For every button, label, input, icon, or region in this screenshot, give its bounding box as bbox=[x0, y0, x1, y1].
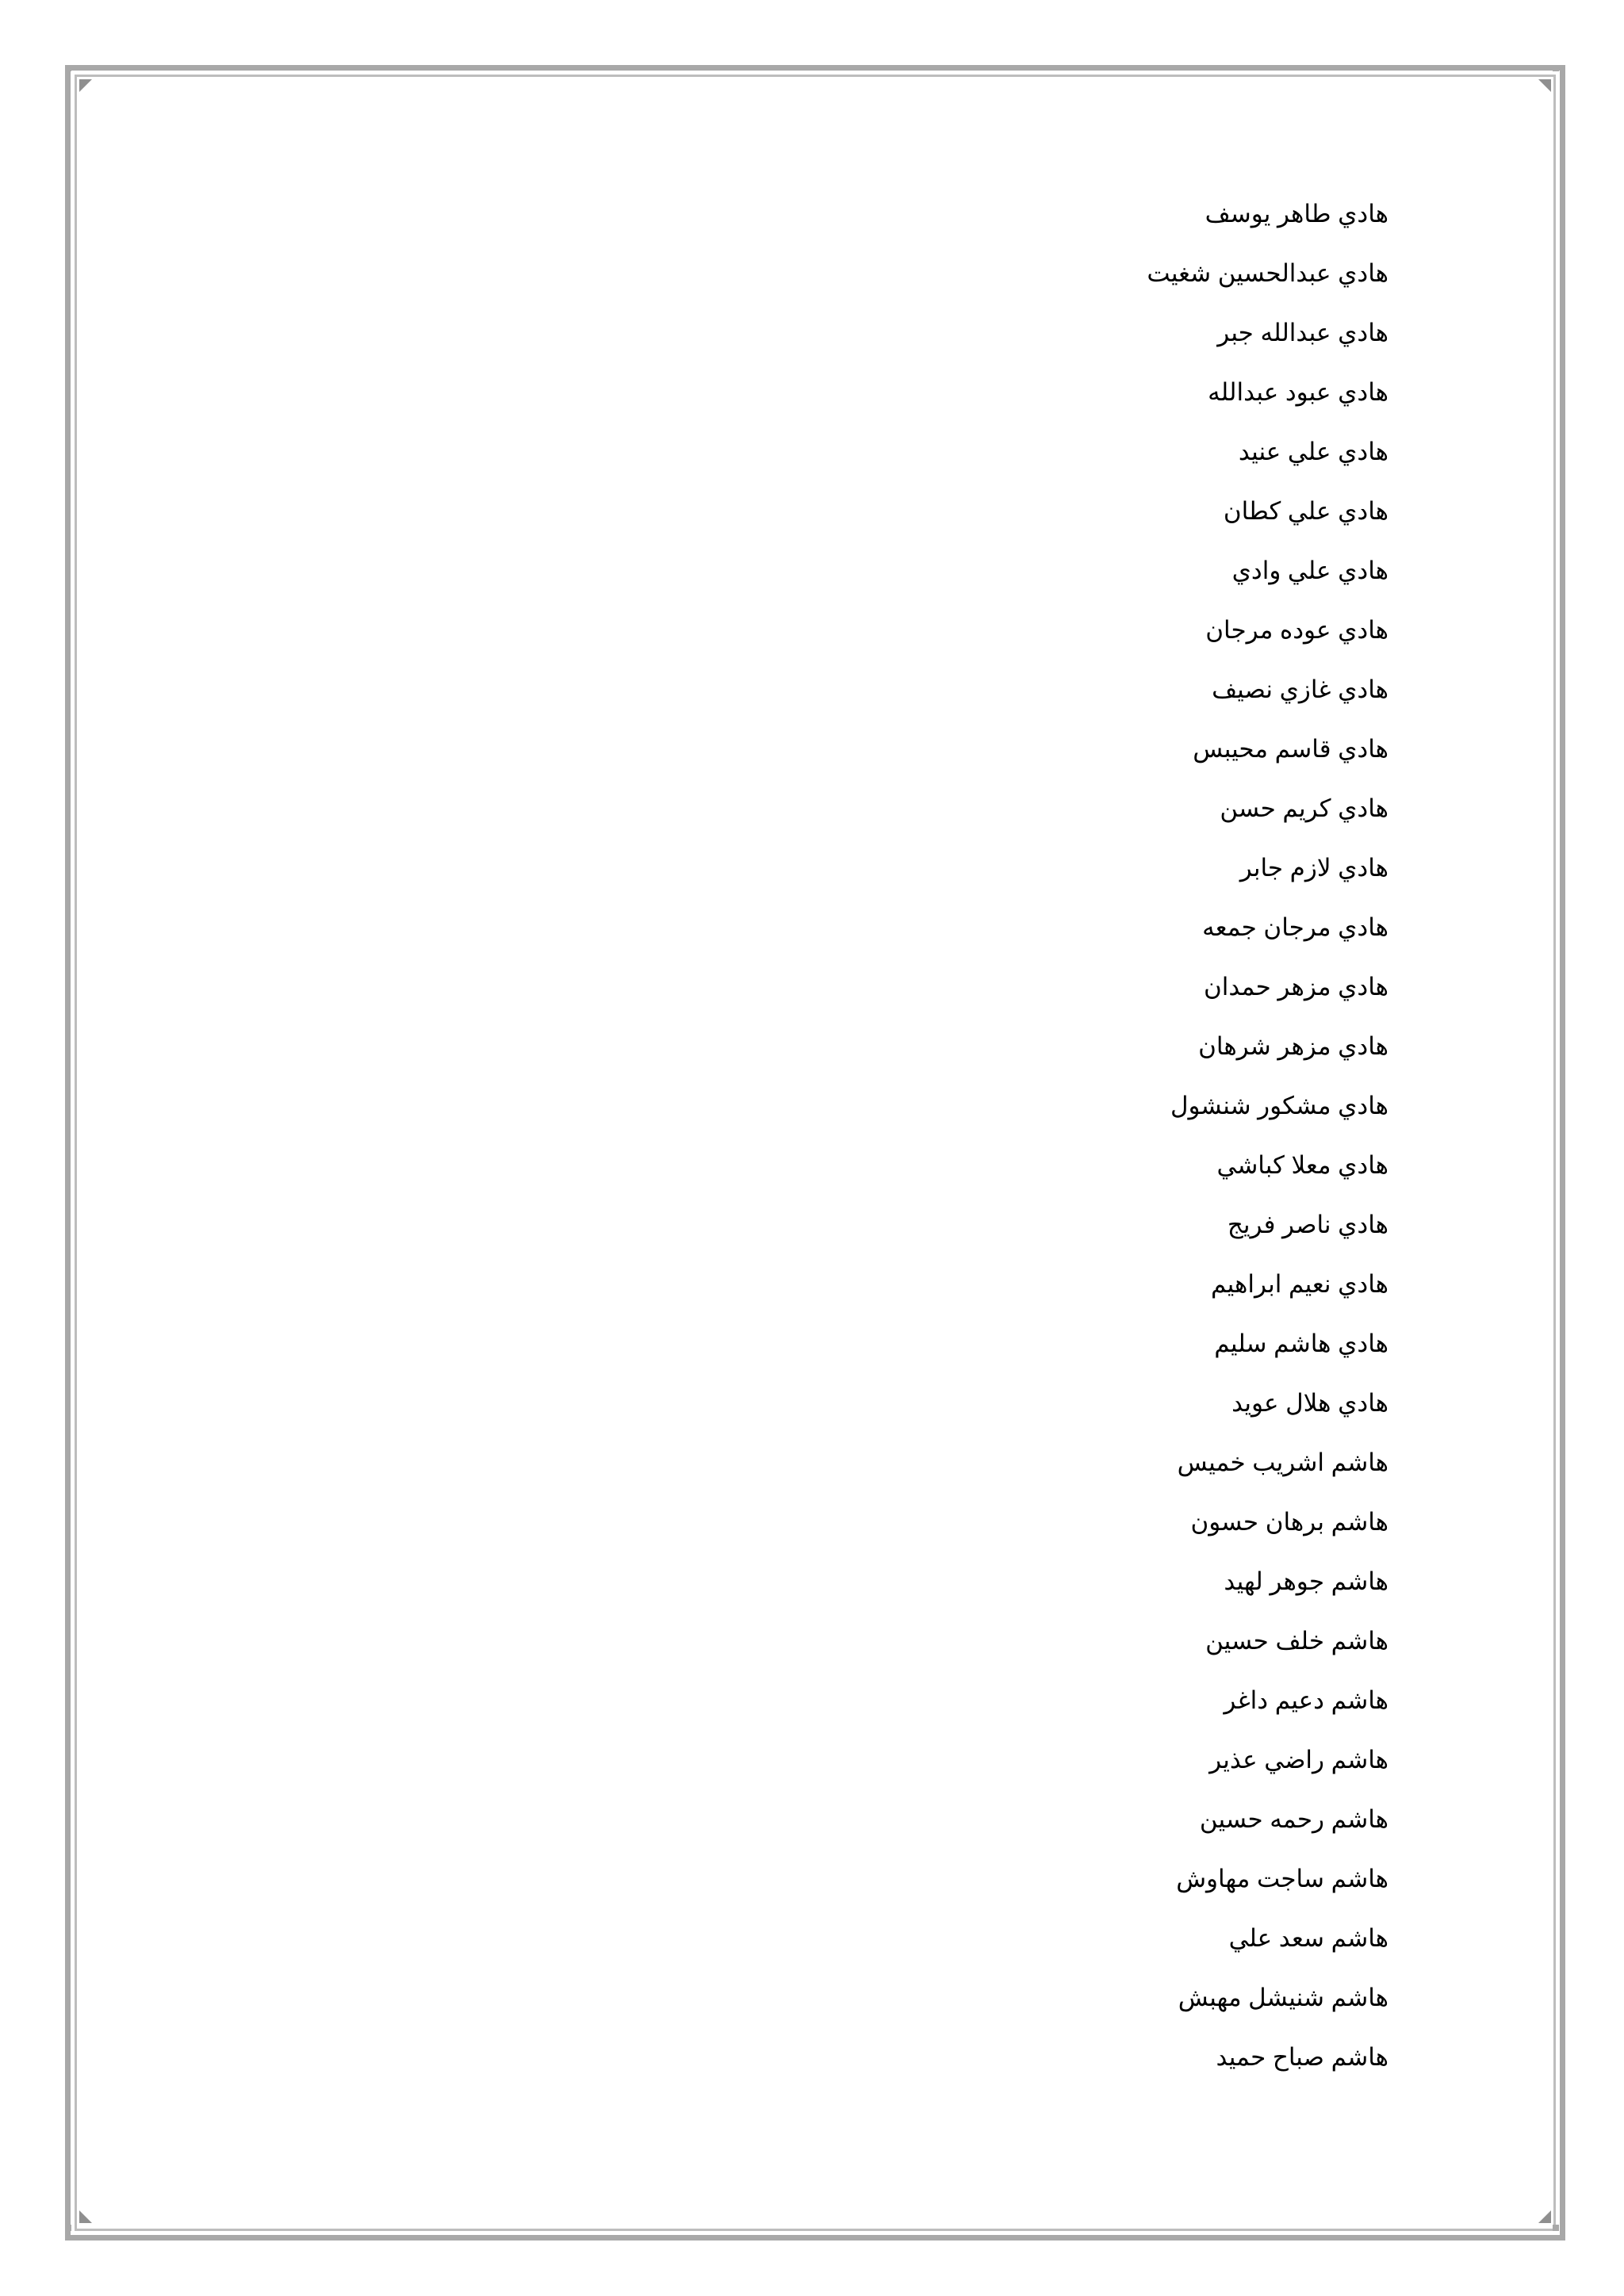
list-item: هادي عبود عبدالله bbox=[1208, 378, 1388, 406]
list-item: هادي مشكور شنشول bbox=[1170, 1092, 1388, 1119]
list-item: هاشم ساجت مهاوش bbox=[1176, 1865, 1388, 1892]
corner-triangle bbox=[79, 2210, 92, 2223]
list-item: هاشم سعد علي bbox=[1228, 1924, 1388, 1952]
corner-ornament bbox=[1553, 65, 1559, 71]
corner-ornament bbox=[65, 65, 71, 71]
list-item: هادي علي عنيد bbox=[1238, 438, 1388, 465]
list-item: هادي عبدالحسين شغيت bbox=[1147, 259, 1388, 287]
list-item: هادي غازي نصيف bbox=[1212, 675, 1388, 703]
list-item: هاشم دعيم داغر bbox=[1224, 1686, 1388, 1714]
corner-triangle bbox=[1538, 79, 1551, 92]
list-item: هاشم رحمه حسين bbox=[1199, 1805, 1388, 1833]
list-item: هادي مزهر حمدان bbox=[1204, 973, 1388, 1001]
list-item: هادي علي وادي bbox=[1231, 557, 1388, 584]
list-item: هادي عوده مرجان bbox=[1205, 616, 1388, 644]
list-item: هادي مزهر شرهان bbox=[1198, 1032, 1388, 1060]
list-item: هادي هلال عويد bbox=[1231, 1389, 1388, 1417]
list-item: هاشم راضي عذير bbox=[1209, 1746, 1388, 1774]
list-item: هادي عبدالله جبر bbox=[1217, 319, 1388, 346]
list-item: هادي ناصر فريج bbox=[1227, 1211, 1388, 1238]
corner-triangle bbox=[79, 79, 92, 92]
name-list bbox=[1147, 194, 1388, 2097]
list-item: هاشم اشريب خميس bbox=[1177, 1448, 1388, 1476]
list-item: هاشم صباح حميد bbox=[1216, 2043, 1388, 2071]
list-item: هادي علي كطان bbox=[1223, 497, 1388, 525]
list-item: هاشم برهان حسون bbox=[1190, 1508, 1388, 1536]
list-item: هادي معلا كباشي bbox=[1216, 1151, 1388, 1179]
list-item: هاشم شنيشل مهبش bbox=[1178, 1984, 1388, 2011]
list-item: هادي قاسم محيبس bbox=[1193, 735, 1388, 763]
list-item: هادي نعيم ابراهيم bbox=[1211, 1270, 1388, 1298]
list-item: هادي هاشم سليم bbox=[1214, 1330, 1388, 1357]
list-item: هاشم جوهر لهيد bbox=[1224, 1567, 1388, 1595]
corner-ornament bbox=[1553, 2225, 1559, 2231]
list-item: هاشم خلف حسين bbox=[1205, 1627, 1388, 1655]
corner-triangle bbox=[1538, 2210, 1551, 2223]
corner-ornament bbox=[65, 2225, 71, 2231]
list-item: هادي طاهر يوسف bbox=[1205, 200, 1388, 228]
list-item: هادي كريم حسن bbox=[1220, 794, 1388, 822]
list-item: هادي لازم جابر bbox=[1239, 854, 1388, 882]
list-item: هادي مرجان جمعه bbox=[1202, 913, 1388, 941]
